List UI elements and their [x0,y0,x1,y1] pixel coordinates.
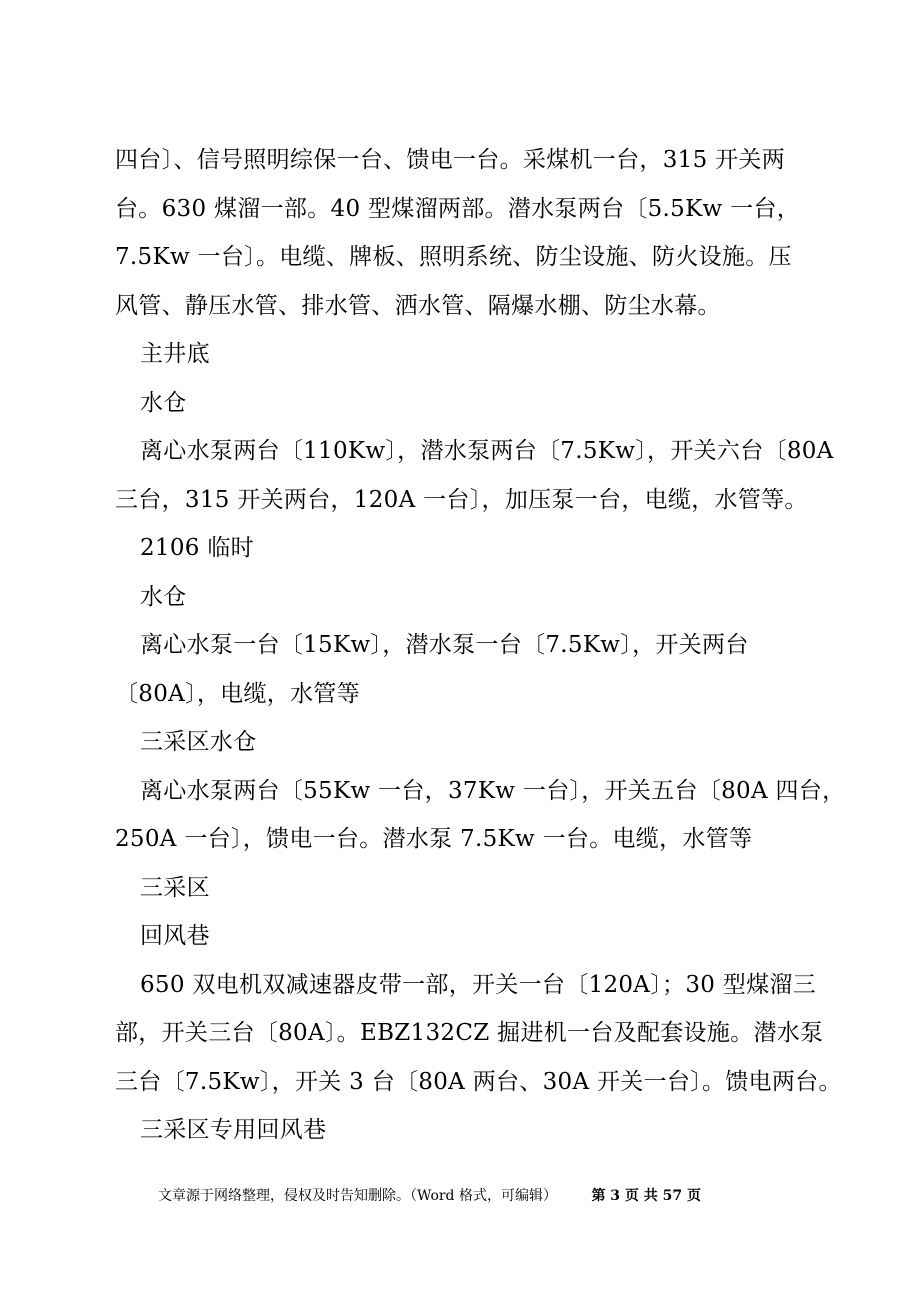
document-body [115,136,846,1155]
text-line: 250A 一台〕，馈电一台。潜水泵 7.5Kw 一台。电缆，水管等 [115,826,753,852]
text-line: 〔80A〕，电缆，水管等 [115,680,360,707]
text-line: 三采区专用回风巷 [140,1117,327,1143]
text-line: 离心水泵两台〔55Kw 一台，37Kw 一台〕，开关五台〔80A 四台， [140,777,846,804]
text-line: 主井底 [140,341,210,367]
text-line: 三台，315 开关两台，120A 一台〕，加压泵一台，电缆，水管等。 [115,486,808,513]
text-line: 650 双电机双减速器皮带一部，开关一台〔120A〕；30 型煤溜三 [140,971,816,998]
text-line: 2106 临时 [140,535,254,561]
text-line: 三采区水仓 [140,729,257,755]
text-line: 四台〕、信号照明综保一台、馈电一台。采煤机一台，315 开关两 [115,147,786,173]
text-line: 7.5Kw 一台〕。电缆、牌板、照明系统、防尘设施、防火设施。压 [115,244,792,270]
text-line: 离心水泵一台〔15Kw〕，潜水泵一台〔7.5Kw〕，开关两台 [140,632,749,658]
page-footer [158,1186,701,1206]
text-line: 风管、静压水管、排水管、洒水管、隔爆水棚、防尘水幕。 [115,292,721,319]
text-line: 部，开关三台〔80A〕。EBZ132CZ 掘进机一台及配套设施。潜水泵 [115,1020,824,1046]
text-line: 回风巷 [140,923,210,949]
footer-note: 文章源于网络整理，侵权及时告知删除。（Word 格式，可编辑） [158,1188,557,1204]
text-line: 三采区 [140,874,210,901]
text-line: 台。630 煤溜一部。40 型煤溜两部。潜水泵两台〔5.5Kw 一台， [115,195,801,222]
text-line: 水仓 [140,389,187,416]
text-line: 水仓 [140,583,187,610]
text-line: 三台〔7.5Kw〕，开关 3 台〔80A 两台、30A 开关一台〕。馈电两台。 [115,1068,842,1095]
text-line: 离心水泵两台〔110Kw〕，潜水泵两台〔7.5Kw〕，开关六台〔80A [140,438,834,464]
page-number: 第 3 页 共 57 页 [591,1188,702,1204]
